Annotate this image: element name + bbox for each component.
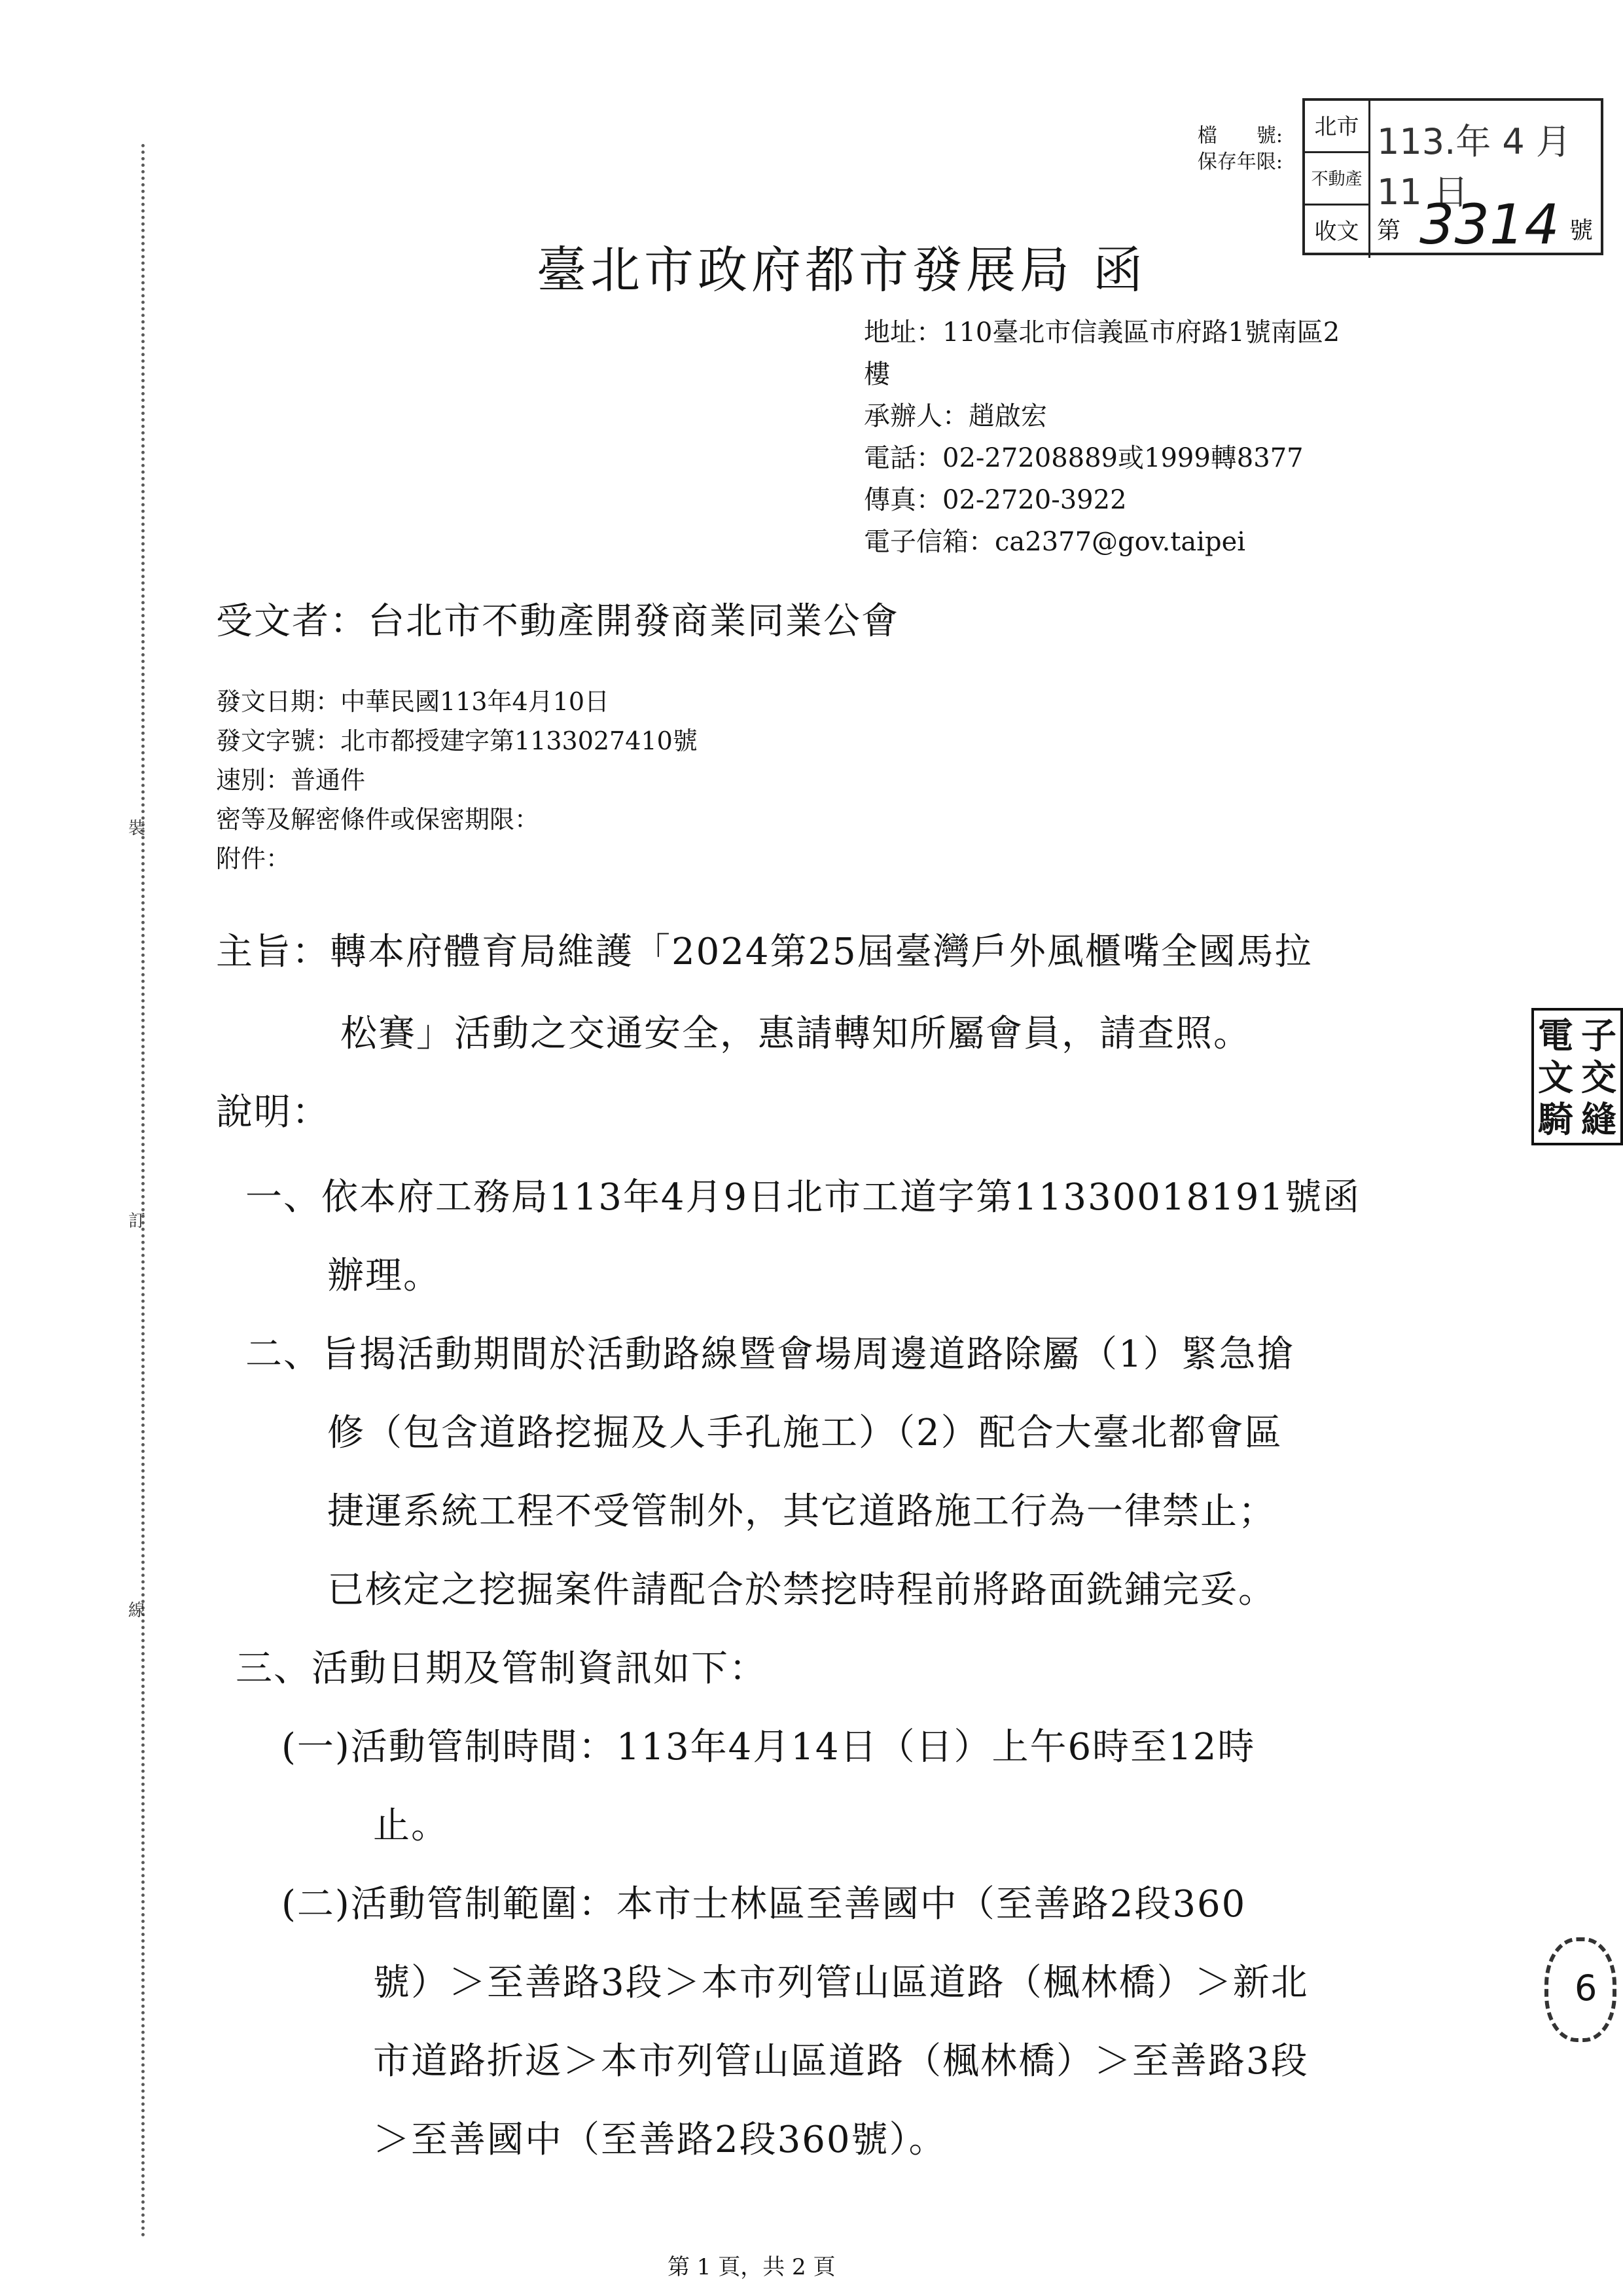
explanation-heading: 說明： [216, 1091, 330, 1134]
seal-char-2: 文 [1538, 1056, 1573, 1098]
explanation-sub1-line2: 止。 [373, 1804, 449, 1847]
explanation-item1-line2: 辦理。 [327, 1255, 441, 1297]
stamp-row-org: 不動產 [1305, 153, 1370, 206]
stamp-number: 3314 [1419, 192, 1560, 257]
stamp-row-received: 收文 [1305, 206, 1370, 258]
explanation-item2-line2: 修（包含道路挖掘及人手孔施工）（2）配合大臺北都會區 [327, 1412, 1283, 1454]
binding-dotted-line [141, 144, 145, 2238]
contact-handler: 承辦人：趙啟宏 [864, 401, 1047, 431]
explanation-item2-line4: 已核定之挖掘案件請配合於禁挖時程前將路面銑鋪完妥。 [327, 1569, 1276, 1611]
explanation-sub2-line4: ＞至善國中（至善路2段360號）。 [373, 2119, 947, 2161]
seal-char-6: 縫 [1581, 1098, 1616, 1140]
file-number-label: 檔 號: [1197, 124, 1283, 147]
stamp-number-suffix: 號 [1569, 217, 1593, 244]
delivery-speed: 速別：普通件 [216, 766, 366, 795]
binding-mark-xian: 線 [128, 1601, 146, 1621]
contact-address-line2: 樓 [864, 359, 890, 389]
secrecy-level: 密等及解密條件或保密期限： [216, 805, 540, 834]
explanation-item3-line1: 三、活動日期及管制資訊如下： [236, 1647, 767, 1690]
document-number: 發文字號：北市都授建字第1133027410號 [216, 726, 698, 755]
explanation-sub1-line1: (一)活動管制時間：113年4月14日（日）上午6時至12時 [281, 1726, 1256, 1768]
seal-char-5: 交 [1581, 1056, 1616, 1098]
recipient: 受文者：台北市不動產開發商業同業公會 [216, 600, 899, 643]
binding-mark-ding: 訂 [128, 1211, 146, 1231]
explanation-sub2-line3: 市道路折返＞本市列管山區道路（楓林橋）＞至善路3段 [373, 2040, 1309, 2083]
seal-char-3: 騎 [1538, 1098, 1573, 1140]
stamp-row-city: 北市 [1305, 101, 1370, 153]
page-number: 第 1 頁，共 2 頁 [668, 2254, 836, 2280]
contact-fax: 傳真：02-2720-3922 [864, 485, 1127, 515]
binding-mark-zhuang: 裝 [128, 819, 146, 838]
contact-phone: 電話：02-27208889或1999轉8377 [864, 443, 1304, 473]
document-title: 臺北市政府都市發展局 函 [537, 241, 1147, 299]
explanation-item1-line1: 一、依本府工務局113年4月9日北市工道字第11330018191號函 [245, 1176, 1361, 1219]
retention-period-label: 保存年限: [1197, 151, 1283, 173]
stamp-date: 113.年 4 月 11 日 [1377, 121, 1571, 213]
received-stamp [1302, 98, 1603, 255]
electronic-document-seal [1531, 1008, 1623, 1145]
page-seal-number: 6 [1575, 1967, 1597, 2009]
page-seal-stamp [1544, 1937, 1616, 2042]
subject-line-1: 主旨：轉本府體育局維護「2024第25屆臺灣戶外風櫃嘴全國馬拉 [216, 931, 1313, 973]
seal-char-4: 子 [1581, 1014, 1616, 1056]
contact-address-line1: 地址：110臺北市信義區市府路1號南區2 [864, 317, 1340, 348]
attachments: 附件： [216, 844, 291, 873]
contact-email: 電子信箱：ca2377@gov.taipei [864, 527, 1246, 557]
explanation-sub2-line1: (二)活動管制範圍：本市士林區至善國中（至善路2段360 [281, 1883, 1247, 1926]
subject-line-2: 松賽」活動之交通安全，惠請轉知所屬會員，請查照。 [340, 1013, 1251, 1055]
explanation-item2-line3: 捷運系統工程不受管制外，其它道路施工行為一律禁止； [327, 1490, 1276, 1533]
stamp-number-prefix: 第 [1377, 217, 1401, 244]
issue-date: 發文日期：中華民國113年4月10日 [216, 687, 610, 716]
seal-char-1: 電 [1538, 1014, 1573, 1056]
explanation-item2-line1: 二、旨揭活動期間於活動路線暨會場周邊道路除屬（1）緊急搶 [245, 1333, 1295, 1376]
explanation-sub2-line2: 號）＞至善路3段＞本市列管山區道路（楓林橋）＞新北 [373, 1962, 1309, 2004]
